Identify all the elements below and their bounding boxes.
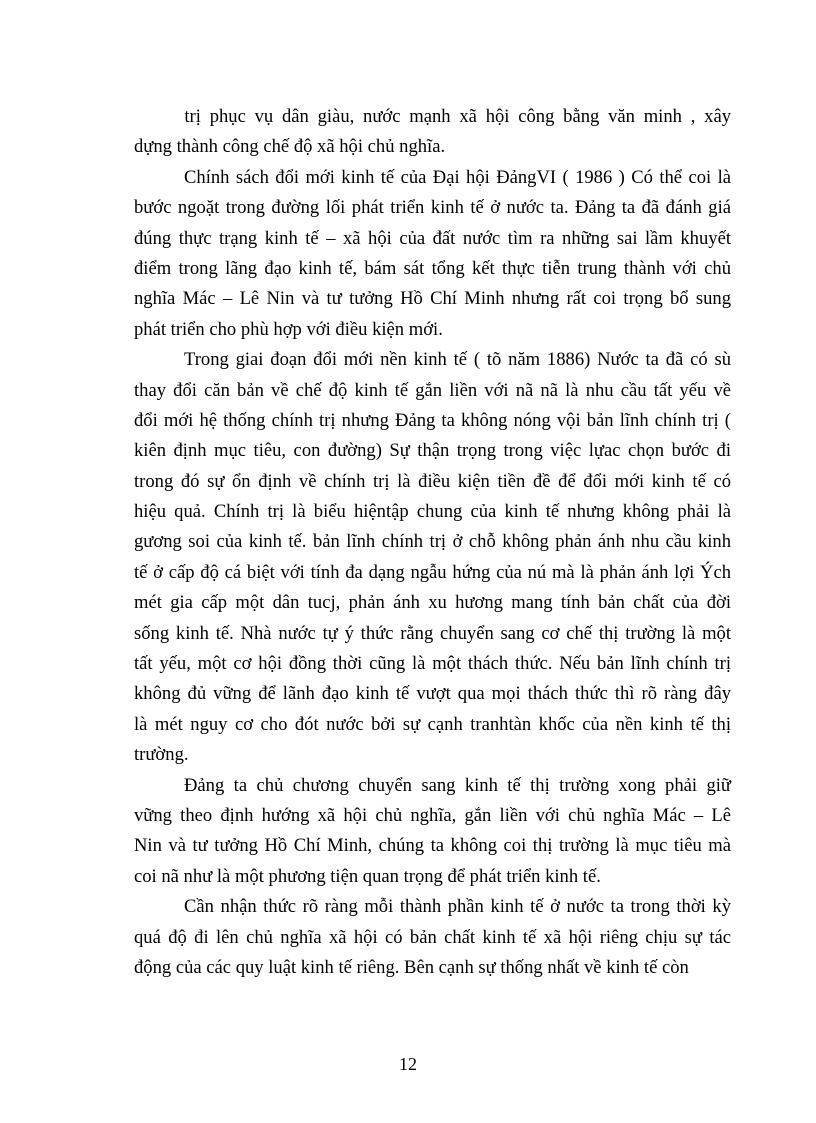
text-line: là mét nguy cơ cho đót nước bởi sự cạnh tranhtàn khốc của nền kinh tế thị bbox=[134, 713, 731, 735]
text-line: thay đổi căn bản về chế độ kinh tế gắn liền với nã nã là nhu cầu tất yếu về bbox=[134, 379, 731, 401]
text-line: tất yếu, một cơ hội đồng thời cũng là một thách thức. Nếu bản lĩnh chính trị bbox=[134, 653, 731, 675]
paragraph bbox=[134, 163, 731, 345]
text-line: phát triển cho phù hợp với điều kiện mới. bbox=[134, 318, 443, 340]
text-line: dựng thành công chế độ xã hội chủ nghĩa. bbox=[134, 136, 446, 158]
text-line: đổi mới hệ thống chính trị nhưng Đảng ta không nóng vội bản lĩnh chính trị ( bbox=[134, 409, 731, 431]
text-line: trường. bbox=[134, 744, 189, 766]
paragraph bbox=[134, 771, 731, 893]
text-line: coi nã như là một phương tiện quan trọng để phát triển kinh tế. bbox=[134, 865, 601, 887]
text-line: mét gia cấp một dân tucj, phản ánh xu hương mang tính bản chất của đời bbox=[134, 592, 731, 614]
text-line: Chính sách đổi mới kinh tế của Đại hội ĐảngVI ( 1986 ) Có thể coi là bbox=[184, 166, 731, 188]
document-body bbox=[134, 102, 731, 983]
text-line: nghĩa Mác – Lê Nin và tư tưởng Hồ Chí Minh nhưng rất coi trọng bổ sung bbox=[134, 288, 731, 310]
text-line: Nin và tư tưởng Hồ Chí Minh, chúng ta không coi thị trường là mục tiêu mà bbox=[134, 835, 731, 857]
text-line: động của các quy luật kinh tế riêng. Bên cạnh sự thống nhất về kinh tế còn bbox=[134, 956, 689, 978]
text-line: trị phục vụ dân giàu, nước mạnh xã hội công bằng văn minh , xây bbox=[184, 106, 731, 127]
paragraph bbox=[134, 102, 731, 163]
text-line: Cần nhận thức rõ ràng mỗi thành phần kinh tế ở nước ta trong thời kỳ bbox=[184, 896, 731, 918]
text-line: quá độ đi lên chủ nghĩa xã hội có bản chất kinh tế xã hội riêng chịu sự tác bbox=[134, 926, 731, 948]
text-line: hiệu quả. Chính trị là biểu hiệntập chung của kinh tế nhưng không phải là bbox=[134, 501, 731, 523]
text-line: kiên định mục tiêu, con đường) Sự thận trọng trong việc lựac chọn bước đi bbox=[134, 440, 731, 462]
text-line: Trong giai đoạn đổi mới nền kinh tế ( tõ năm 1886) Nước ta đã có sù bbox=[184, 349, 731, 371]
paragraph bbox=[134, 892, 731, 983]
text-line: gương soi của kinh tế. bản lĩnh chính trị ở chỗ không phản ánh nhu cầu kinh bbox=[134, 531, 731, 553]
text-line: bước ngoặt trong đường lối phát triển kinh tế ở nước ta. Đảng ta đã đánh giá bbox=[134, 197, 731, 219]
paragraph bbox=[134, 345, 731, 770]
text-line: đúng thực trạng kinh tế – xã hội của đất nước tìm ra những sai lầm khuyết bbox=[134, 227, 731, 249]
text-line: vững theo định hướng xã hội chủ nghĩa, gắn liền với chủ nghĩa Mác – Lê bbox=[134, 804, 731, 826]
text-line: sống kinh tế. Nhà nước tự ý thức rằng chuyển sang cơ chế thị trường là một bbox=[134, 622, 731, 644]
text-line: không đủ vững để lãnh đạo kinh tế vượt qua mọi thách thức thì rõ ràng đây bbox=[134, 683, 731, 705]
text-line: điểm trong lãng đạo kinh tế, bám sát tổng kết thực tiễn trung thành với chủ bbox=[134, 257, 731, 279]
page-number: 12 bbox=[399, 1054, 417, 1074]
text-line: tế ở cấp độ cá biệt với tính đa dạng ngẫu hứng của nú mà là phản ánh lợi Ých bbox=[134, 561, 731, 583]
text-line: trong đó sự ổn định về chính trị là điều kiện tiền đề để đổi mới kinh tế có bbox=[134, 470, 731, 492]
text-line: Đảng ta chủ chương chuyển sang kinh tế thị trường xong phải giữ bbox=[184, 774, 731, 796]
